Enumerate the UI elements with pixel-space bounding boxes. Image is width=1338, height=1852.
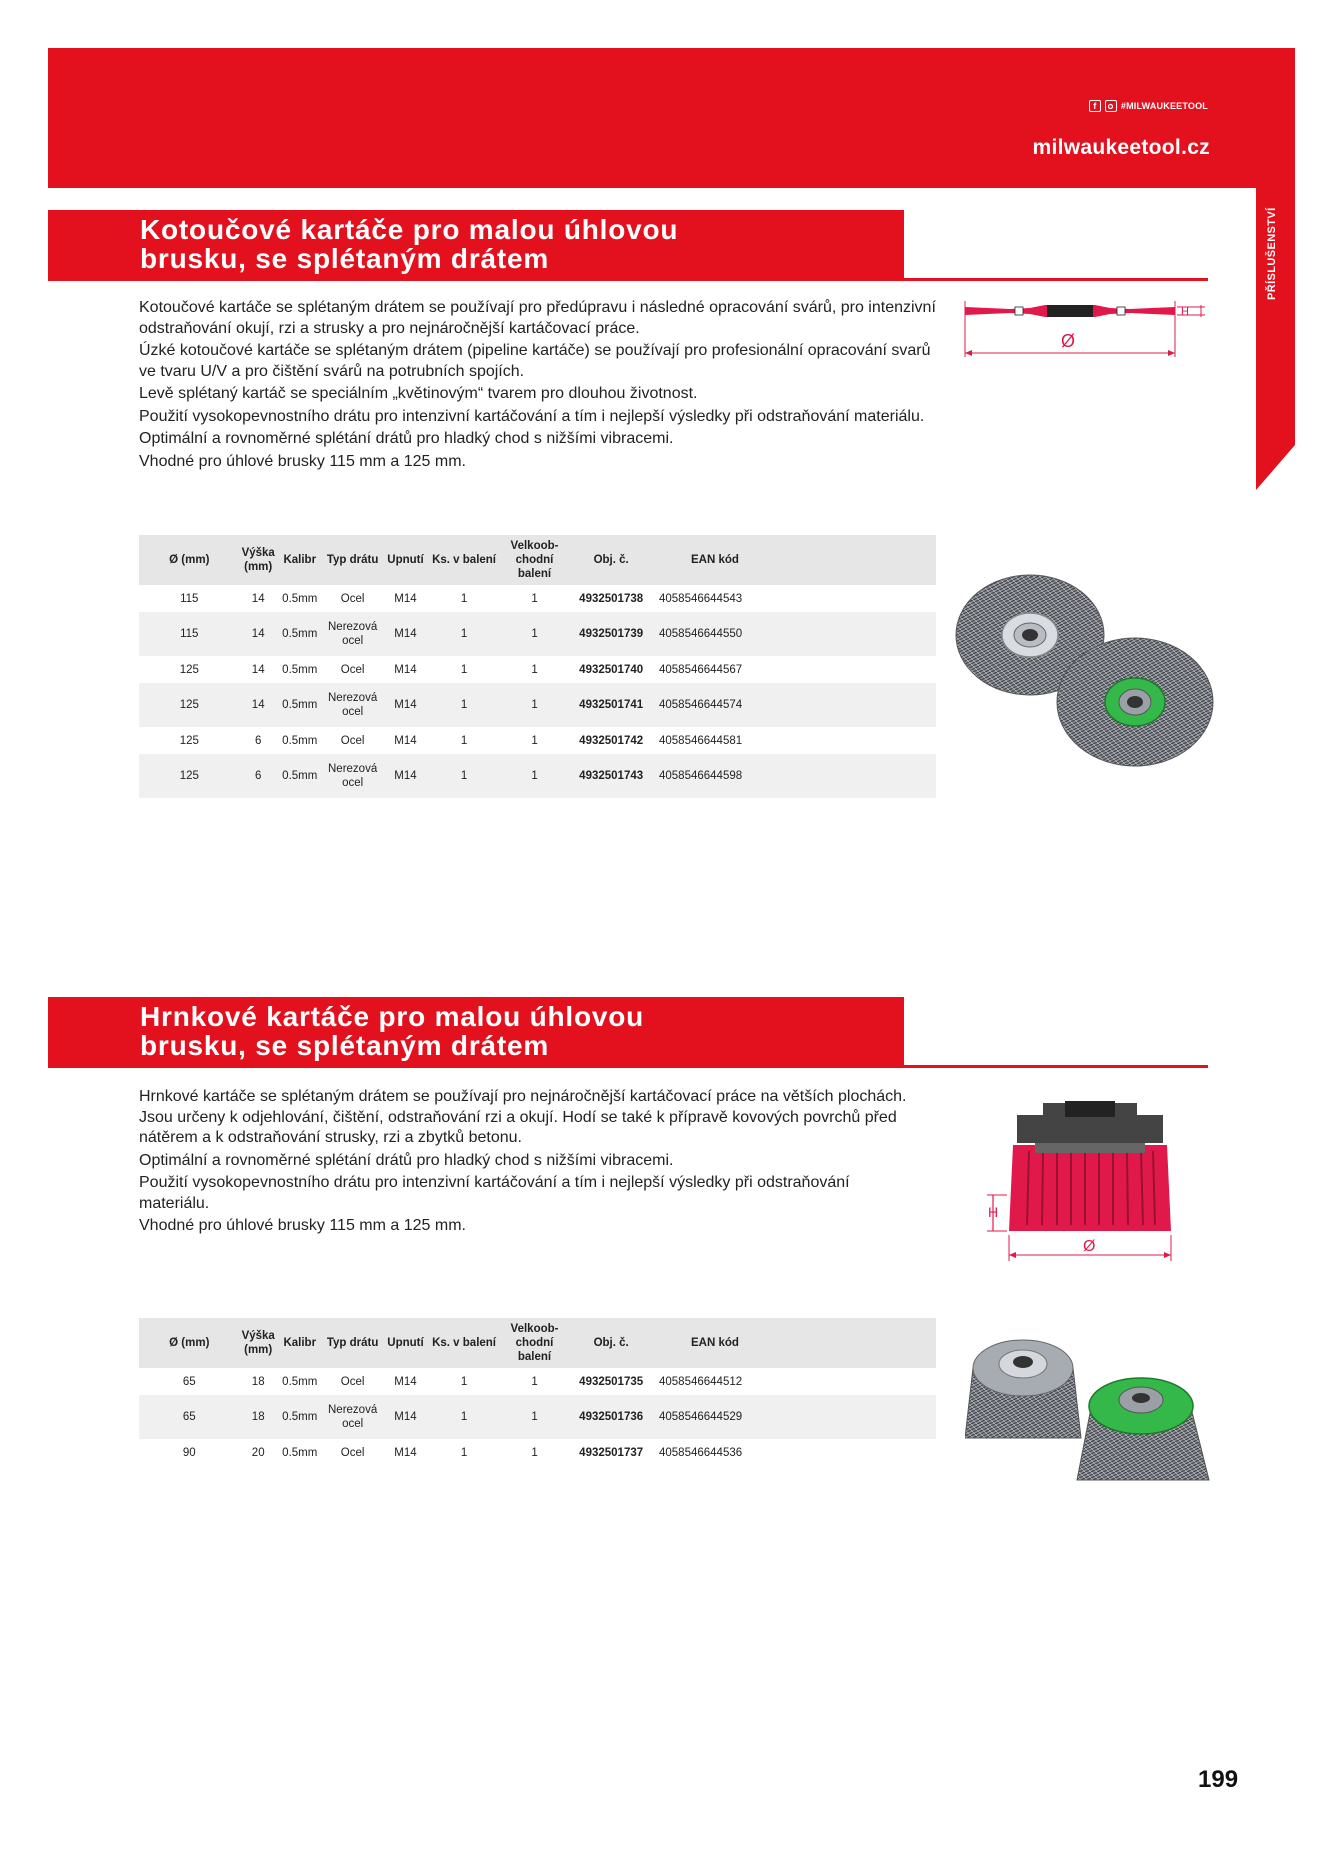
table-row [139,656,936,683]
cell-height: 18 [240,1395,277,1439]
cell-pcs-pack: 1 [460,592,468,605]
disc-brush-photos [955,570,1215,770]
section2-paragraph: Použití vysokopevnostního drátu pro intenzivní kartáčování a tím i nejlepší výsledky při odstraňování materiálu. [139,1174,850,1212]
col-header-mount: Upnutí [383,1318,429,1368]
cell-mount: M14 [383,612,429,656]
section1-paragraph: Vhodné pro úhlové brusky 115 mm a 125 mm. [139,452,466,470]
cell-order-no: 4932501737 [579,1446,644,1459]
cell-ean: 4058546644512 [658,1375,743,1388]
cell-wholesale: 1 [500,754,570,798]
col-header-order-no: Obj. č. [569,535,653,585]
cell-wholesale: 1 [531,592,538,605]
cell-mount: M14 [394,1446,417,1459]
cell-order-no: 4932501738 [579,592,644,605]
cell-ean: 4058546644536 [658,1446,743,1459]
drawing-height-label: H [1181,306,1189,318]
cell-diameter: 115 [139,612,240,656]
cell-wholesale: 1 [500,612,570,656]
disc-brush-drawing [955,295,1215,375]
table-row [139,1368,936,1395]
cell-diameter: 90 [182,1446,196,1459]
social-links [1089,100,1208,112]
cell-ean: 4058546644529 [653,1395,936,1439]
cell-diameter: 125 [139,683,240,727]
table-header-row [139,1318,936,1368]
cell-mount: M14 [383,754,429,798]
section1-title-underline [48,278,1208,281]
col-header-pcs-pack: Ks. v balení [428,535,499,585]
table-row [139,612,936,656]
section1-paragraph: Úzké kotoučové kartáče se splétaným drátem (pipeline kartáče) se používají pro profesionální opracování svarů ve tvaru U/V a pro čištění svárů na potrubních spojích. [139,342,931,380]
cell-wholesale: 1 [500,1395,570,1439]
cup-brush-photos [965,1328,1215,1488]
cell-diameter: 115 [180,592,199,605]
section2-title-underline [48,1065,1208,1068]
cell-wholesale: 1 [531,1446,538,1459]
cell-order-no: 4932501743 [569,754,653,798]
cell-gauge: 0.5mm [277,754,323,798]
cell-pcs-pack: 1 [428,612,499,656]
section2-paragraph: Vhodné pro úhlové brusky 115 mm a 125 mm. [139,1217,466,1234]
cell-mount: M14 [394,663,417,676]
section1-title-line1: Kotoučové kartáče pro malou úhlovou [140,214,679,245]
table-row [139,754,936,798]
cell-wholesale: 1 [531,734,538,747]
cell-order-no: 4932501742 [579,734,644,747]
cell-wire-type: Ocel [340,734,365,747]
cup-brush-steel-photo [965,1340,1081,1438]
section1-title [48,210,904,280]
cell-gauge: 0.5mm [282,592,318,605]
side-tab-label: PŘÍSLUŠENSTVÍ [1266,207,1278,300]
cell-order-no: 4932501735 [579,1375,644,1388]
col-header-mount: Upnutí [383,535,429,585]
cell-order-no: 4932501736 [569,1395,653,1439]
cell-wire-type: Nerezová ocel [323,683,383,727]
cell-gauge: 0.5mm [277,683,323,727]
col-header-diameter: Ø (mm) [139,535,240,585]
cell-mount: M14 [383,683,429,727]
col-header-pcs-pack: Ks. v balení [428,1318,499,1368]
cell-height: 14 [251,592,265,605]
section2-spec-table [139,1318,936,1466]
cell-height: 20 [251,1446,265,1459]
table-row [139,585,936,612]
site-url[interactable]: milwaukeetool.cz [1032,136,1210,159]
cell-order-no: 4932501741 [569,683,653,727]
cell-diameter: 65 [182,1375,196,1388]
cell-diameter: 65 [139,1395,240,1439]
cell-height: 14 [251,663,265,676]
cell-wire-type: Ocel [340,592,365,605]
section2-title-line2: brusku, se splétaným drátem [140,1030,550,1061]
cell-gauge: 0.5mm [277,612,323,656]
col-header-height: Výška (mm) [240,535,277,585]
cell-ean: 4058546644598 [653,754,936,798]
cell-diameter: 125 [179,663,199,676]
cell-pcs-pack: 1 [428,754,499,798]
cup-drawing-diameter-label: Ø [1083,1238,1096,1255]
section1-paragraph: Optimální a rovnoměrné splétání drátů pro hladký chod s nižšími vibracemi. [139,430,674,447]
cell-pcs-pack: 1 [460,663,468,676]
drawing-diameter-label: Ø [1061,331,1076,351]
cell-pcs-pack: 1 [460,1446,468,1459]
instagram-icon[interactable] [1105,100,1117,112]
cell-ean: 4058546644574 [653,683,936,727]
section1-spec-table [139,535,936,798]
table-row [139,727,936,754]
page-number: 199 [1198,1766,1239,1793]
col-header-gauge: Kalibr [277,1318,323,1368]
cell-diameter: 125 [139,754,240,798]
section2-description [139,1087,919,1239]
cell-wholesale: 1 [531,663,538,676]
cell-mount: M14 [394,1375,417,1388]
section1-paragraph: Kotoučové kartáče se splétaným drátem se používají pro předúpravu i následné opracování svárů, pro intenzivní odstraňování okují, rzi a strusky a pro nejnáročnější kartáčovací práce. [139,299,936,337]
cell-diameter: 125 [179,734,199,747]
cup-drawing-height-label: H [988,1204,999,1220]
section2-paragraph: Optimální a rovnoměrné splétání drátů pro hladký chod s nižšími vibracemi. [139,1151,674,1169]
section2-title [48,997,904,1067]
cell-mount: M14 [383,1395,429,1439]
header-band [48,48,1295,188]
social-hashtag[interactable]: #MILWAUKEETOOL [1120,101,1208,111]
cell-height: 6 [254,734,262,747]
cell-pcs-pack: 1 [428,1395,499,1439]
col-header-gauge: Kalibr [277,535,323,585]
cell-wire-type: Nerezová ocel [323,754,383,798]
cell-wire-type: Ocel [340,1375,365,1388]
cell-height: 14 [240,683,277,727]
cell-gauge: 0.5mm [282,734,318,747]
col-header-diameter: Ø (mm) [139,1318,240,1368]
cell-ean: 4058546644581 [658,734,743,747]
col-header-wire-type: Typ drátu [323,1318,383,1368]
cell-wire-type: Ocel [340,1446,365,1459]
table-row [139,683,936,727]
section2-title-line1: Hrnkové kartáče pro malou úhlovou [140,1001,645,1032]
cup-brush-drawing [985,1095,1195,1265]
cell-height: 6 [240,754,277,798]
section1-description [139,298,939,474]
table-row [139,1439,936,1466]
cell-height: 18 [251,1375,265,1388]
cell-ean: 4058546644567 [658,663,743,676]
table-header-row [139,535,936,585]
cell-mount: M14 [394,592,417,605]
cell-wire-type: Ocel [340,663,365,676]
col-header-order-no: Obj. č. [569,1318,653,1368]
cell-pcs-pack: 1 [460,1375,468,1388]
col-header-wholesale: Velkoob- chodní balení [500,1318,570,1368]
cell-gauge: 0.5mm [282,663,318,676]
cell-wire-type: Nerezová ocel [323,612,383,656]
col-header-ean: EAN kód [653,535,936,585]
cell-wire-type: Nerezová ocel [323,1395,383,1439]
cell-pcs-pack: 1 [460,734,468,747]
table-row [139,1395,936,1439]
cell-mount: M14 [394,734,417,747]
cell-height: 14 [240,612,277,656]
section1-paragraph: Levě splétaný kartáč se speciálním „květinovým“ tvarem pro dlouhou životnost. [139,385,698,402]
cell-wholesale: 1 [531,1375,538,1388]
cell-pcs-pack: 1 [428,683,499,727]
col-header-wire-type: Typ drátu [323,535,383,585]
cell-gauge: 0.5mm [282,1446,318,1459]
facebook-icon[interactable]: f [1089,100,1101,112]
cell-ean: 4058546644550 [653,612,936,656]
col-header-wholesale: Velkoob- chodní balení [500,535,570,585]
cell-ean: 4058546644543 [658,592,743,605]
col-header-height: Výška (mm) [240,1318,277,1368]
cup-brush-stainless-photo [1077,1378,1209,1480]
section2-paragraph: Hrnkové kartáče se splétaným drátem se používají pro nejnáročnější kartáčovací práce na větších plochách. Jsou určeny k odjehlování, čištění, odstraňování rzi a okují. Hodí se také k přípravě kovových povrchů před nátěrem a k odstraňování strusky, rzi a zbytků betonu. [139,1088,907,1146]
col-header-ean: EAN kód [653,1318,936,1368]
cell-wholesale: 1 [500,683,570,727]
section1-paragraph: Použití vysokopevnostního drátu pro intenzivní kartáčování a tím i nejlepší výsledky při odstraňování materiálu. [139,407,925,425]
cell-order-no: 4932501739 [569,612,653,656]
disc-brush-stainless-photo [1057,638,1213,766]
section1-title-line2: brusku, se splétaným drátem [140,243,550,274]
cell-order-no: 4932501740 [579,663,644,676]
cell-gauge: 0.5mm [282,1375,318,1388]
cell-gauge: 0.5mm [277,1395,323,1439]
